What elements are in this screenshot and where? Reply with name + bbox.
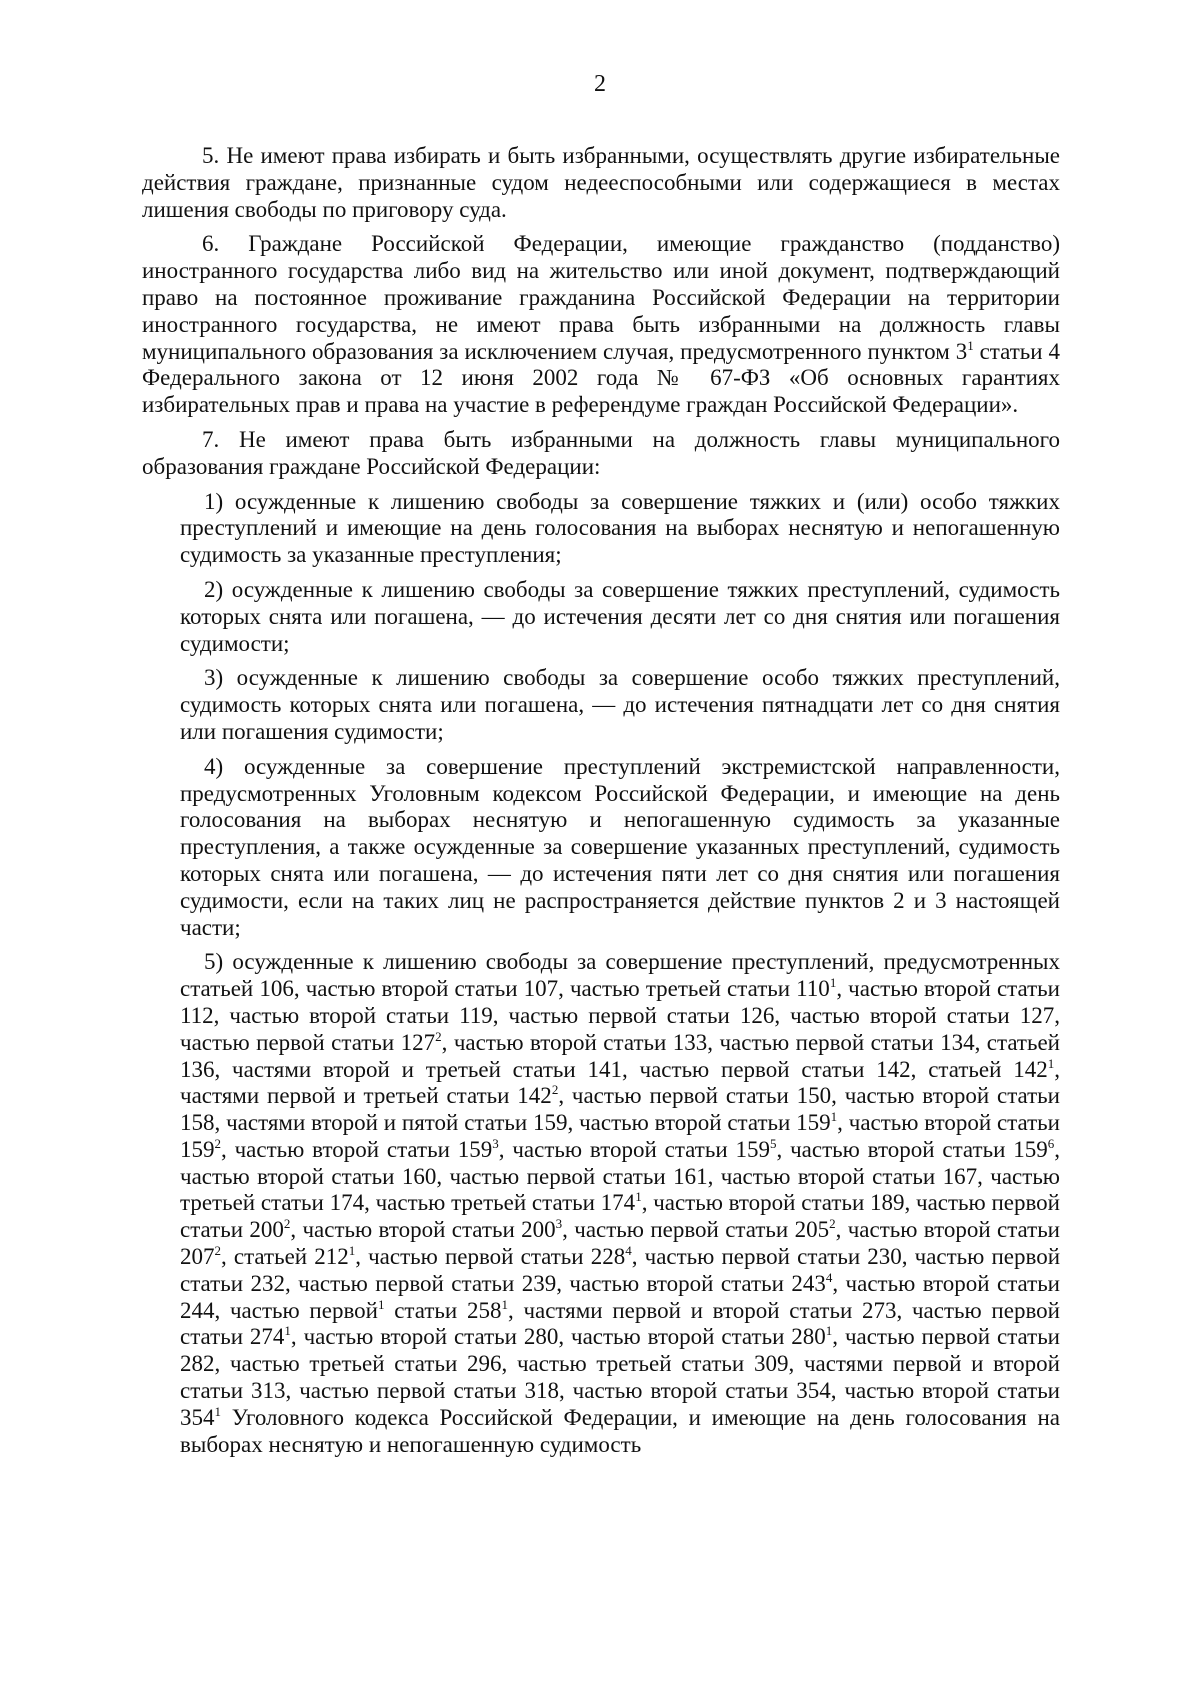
paragraph-p7 (142, 427, 1060, 481)
superscript: 2 (829, 1216, 836, 1232)
text-segment: , статьей 212 (221, 1244, 349, 1270)
superscript: 1 (635, 1189, 642, 1205)
text-segment: , частью второй статьи 159 (776, 1136, 1048, 1162)
superscript: 1 (214, 1403, 221, 1419)
text-segment: 5. Не имеют права избирать и быть избранными, осуществлять другие избирательные действия граждане, признанные судом недееспособными или содержащиеся в местах лишения свободы по приговору суда. (142, 143, 1060, 222)
text-segment: , частью первой статьи 205 (562, 1217, 830, 1243)
superscript: 2 (551, 1082, 559, 1098)
page-number: 2 (594, 71, 606, 97)
text-segment: , частью второй статьи 244, частью первой (180, 1270, 1060, 1323)
text-segment: , частями первой и второй статьи 273, частью первой статьи 274 (180, 1297, 1060, 1350)
superscript: 1 (284, 1323, 291, 1339)
text-segment: , частью второй статьи 207 (180, 1217, 1060, 1270)
text-segment: , частью первой статьи 230, частью первой статьи 232, частью первой статьи 239, частью второй статьи 243 (180, 1244, 1060, 1296)
text-segment: , частью второй статьи 133, частью первой статьи 134, статьей 136, частями второй и третьей статьи 141, частью первой статьи 142, статьей 142 (180, 1029, 1060, 1082)
text-segment: , частью второй статьи 280, частью второй статьи 280 (290, 1324, 826, 1350)
superscript: 2 (214, 1135, 221, 1151)
text-segment: , частью первой статьи 150, частью второй статьи 158, частями второй и пятой статьи 159, частью второй статьи 159 (180, 1083, 1060, 1136)
list-item-s4 (180, 754, 1060, 942)
text-segment: , частями первой и третьей статьи 142 (180, 1056, 1060, 1109)
text-segment: 1) осужденные к лишению свободы за совершение тяжких и (или) особо тяжких преступлений и имеющие на день голосования на выборах неснятую и непогашенную судимость за указанные преступления; (180, 488, 1060, 568)
text-segment: , частью второй статьи 159 (498, 1136, 770, 1162)
superscript: 2 (214, 1243, 221, 1259)
text-segment: , частью второй статьи 159 (180, 1110, 1060, 1162)
text-segment: , частью второй статьи 112, частью второй статьи 119, частью первой статьи 126, частью второй статьи 127, частью первой статьи 127 (180, 976, 1060, 1055)
superscript: 1 (830, 1109, 838, 1125)
text-segment: 7. Не имеют права быть избранными на должность главы муниципального образования граждане Российской Федерации: (142, 426, 1060, 479)
list-item-s1 (180, 489, 1060, 569)
superscript: 1 (501, 1296, 508, 1312)
superscript: 4 (825, 1269, 833, 1285)
text-segment: 4) осужденные за совершение преступлений экстремистской направленности, предусмотренных Уголовным кодексом Российской Федерации, и имеющие на день голосования на выборах неснятую и непогашенную судимость за указанные преступления, а также осужденные за совершение указанных преступлений, судимость которых снята или погашена, — до истечения пяти лет со дня снятия или погашения судимости, если на таких лиц не распространяется действие пунктов 2 и 3 настоящей части; (180, 753, 1060, 940)
text-segment: Уголовного кодекса Российской Федерации, и имеющие на день голосования на выборах неснятую и непогашенную судимость (180, 1404, 1060, 1457)
document-body (142, 143, 1060, 1466)
list-item-s3 (180, 665, 1060, 745)
text-segment: , частью первой статьи 282, частью третьей статьи 296, частью третьей статьи 309, частями первой и второй статьи 313, частью первой статьи 318, частью второй статьи 354, частью второй статьи 354 (180, 1324, 1060, 1430)
text-segment: 3) осужденные к лишению свободы за совершение особо тяжких преступлений, судимость которых снята или погашена, — до истечения пятнадцати лет со дня снятия или погашения судимости; (180, 665, 1060, 744)
superscript: 5 (770, 1135, 777, 1151)
superscript: 1 (348, 1243, 356, 1259)
superscript: 3 (555, 1216, 563, 1232)
text-segment: 5) осужденные к лишению свободы за совершение преступлений, предусмотренных статьей 106, частью второй статьи 107, частью третьей статьи 110 (180, 949, 1060, 1002)
text-segment: 6. Граждане Российской Федерации, имеющие гражданство (подданство) иностранного государства либо вид на жительство или иной документ, подтверждающий право на постоянное проживание гражданина Российской Федерации на территории иностранного государства, не имеют права быть избранными на должность главы муниципального образования за исключением случая, предусмотренного пунктом 3 (142, 231, 1060, 364)
text-segment: , частью второй статьи 200 (290, 1217, 556, 1243)
superscript: 1 (377, 1296, 385, 1312)
superscript: 1 (829, 975, 837, 991)
text-segment: , частью второй статьи 159 (221, 1136, 493, 1162)
list-item-s2 (180, 577, 1060, 657)
superscript: 3 (492, 1135, 499, 1151)
text-segment: 2) осужденные к лишению свободы за совершение тяжких преступлений, судимость которых снята или погашена, — до истечения десяти лет со дня снятия или погашения судимости; (180, 576, 1060, 656)
superscript: 1 (967, 337, 974, 353)
text-segment: , частью второй статьи 160, частью первой статьи 161, частью второй статьи 167, частью третьей статьи 174, частью третьей статьи 174 (180, 1136, 1060, 1216)
superscript: 4 (625, 1243, 632, 1259)
text-segment: , частью второй статьи 189, частью первой статьи 200 (180, 1190, 1060, 1243)
paragraph-p5 (142, 143, 1060, 223)
list-item-s5 (180, 949, 1060, 1458)
superscript: 1 (825, 1323, 833, 1339)
paragraph-p6 (142, 231, 1060, 419)
text-segment: статьи 258 (384, 1297, 502, 1323)
superscript: 6 (1047, 1135, 1055, 1151)
text-segment: статьи 4 Федерального закона от 12 июня 2002 года № 67-ФЗ «Об основных гарантиях избирательных прав и права на участие в референдуме граждан Российской Федерации». (142, 338, 1060, 418)
superscript: 2 (435, 1028, 442, 1044)
superscript: 2 (283, 1216, 291, 1232)
text-segment: , частью первой статьи 228 (355, 1244, 626, 1270)
superscript: 1 (1047, 1055, 1055, 1071)
